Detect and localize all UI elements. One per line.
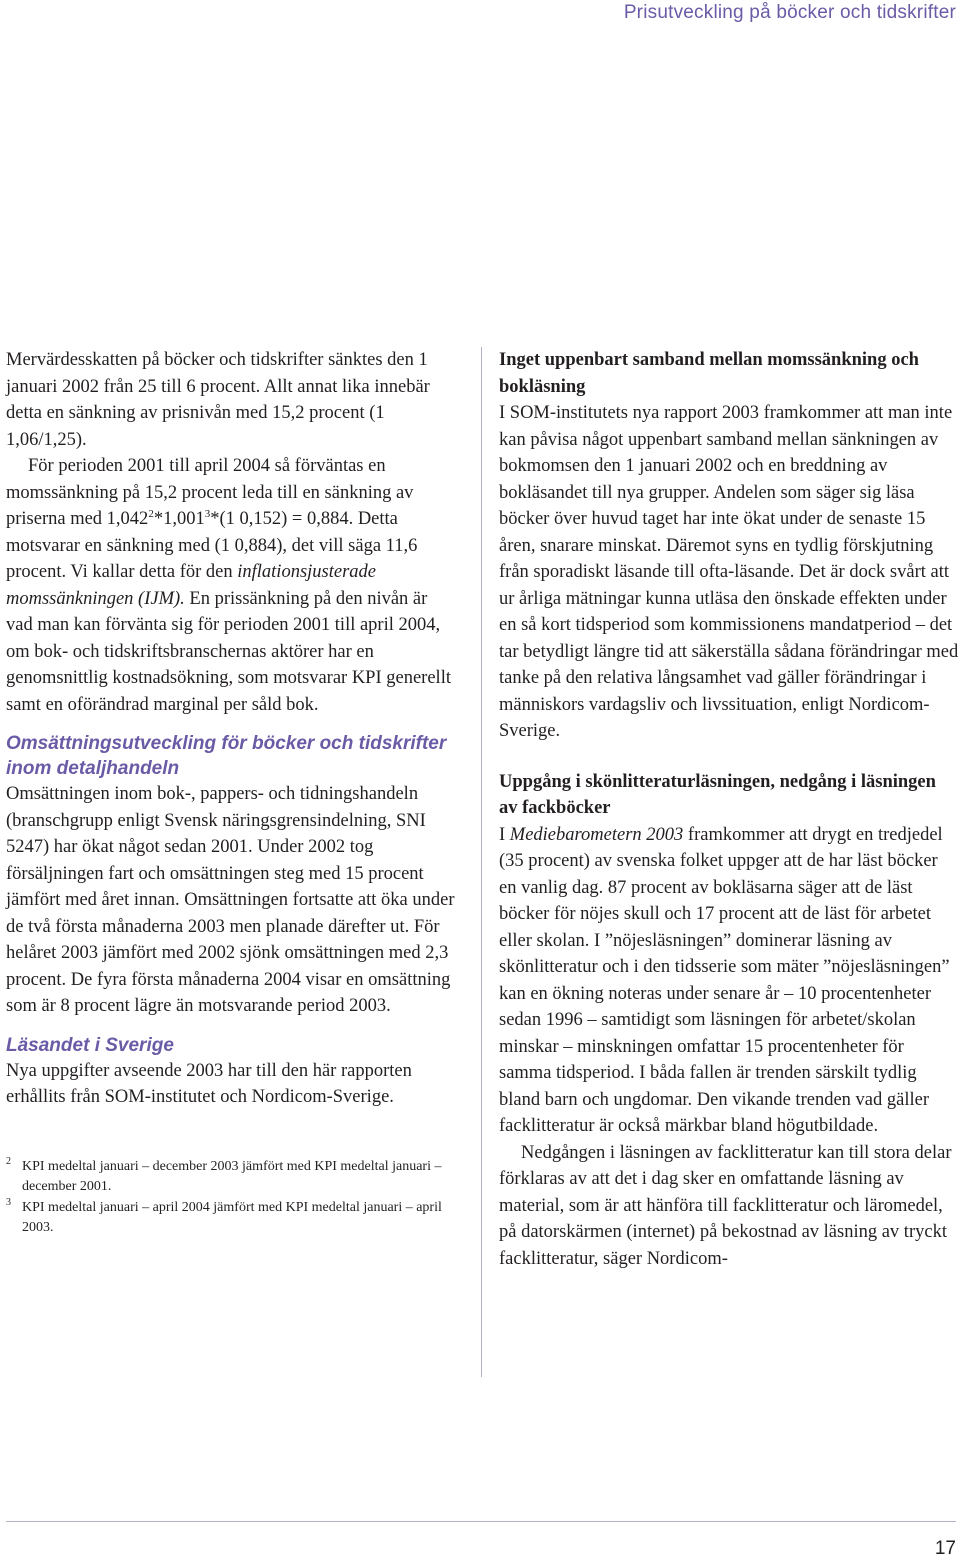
- paragraph-facklitteratur: Nedgången i läsningen av facklitteratur kan till stora delar förklaras av att det i dag sker en omfattande läsning av material, som är att hänföra till facklitteratur och läromedel, på datorskärmen (internet) på bekostnad av läsning av tryckt facklitteratur, säger Nordicom-: [499, 1142, 952, 1269]
- paragraph-omsattning: Omsättningen inom bok-, pappers- och tidningshandeln (branschgrupp enligt Svensk näringsgrensindelning, SNI 5247) har ökat något sedan 2001. Under 2002 tog försäljningen fart och omsättningen steg med 15 procent jämfört med året innan. Omsättningen fortsatte att öka under de två första månaderna 2003 men planade därefter ut. För helåret 2003 jämfört med 2002 sjönk omsättningen med 2,3 procent. De fyra första månaderna 2004 visar en omsättning som är 8 procent lägre än motsvarande period 2003.: [6, 784, 455, 1016]
- footer-rule: [6, 1521, 956, 1522]
- heading-omsattning: Omsättningsutveckling för böcker och tidskrifter inom detaljhandeln: [6, 733, 447, 779]
- paragraph-moms-intro: Mervärdesskatten på böcker och tidskrifter sänktes den 1 januari 2002 från 25 till 6 procent. Allt annat lika innebär detta en sänkning av prisnivån med 15,2 procent (1 1,06/1,25).: [6, 350, 430, 450]
- footnote-3: 3 KPI medeltal januari – april 2004 jämfört med KPI medeltal januari – april 2003.: [6, 1196, 442, 1235]
- ijm-term: inflationsjusterade momssänkningen (IJM).: [6, 562, 376, 609]
- mediebarometern-text-a: I: [499, 824, 506, 845]
- paragraph-mediebarometern: [499, 822, 959, 1140]
- mediebarometern-title: Mediebarometern 2003: [509, 824, 684, 845]
- paragraph-lasandet: Nya uppgifter avseende 2003 har till den här rapporten erhållits från SOM-institutet och Nordicom-Sverige.: [6, 1060, 412, 1107]
- column-divider: [481, 347, 482, 1377]
- footnotes: [6, 1157, 458, 1239]
- heading-samband: Inget uppenbart samband mellan momssänkning och bokläsning: [499, 350, 919, 397]
- ijm-text-c: *(1 0,152) = 0,884. Detta motsvarar en sänkning med (1 0,884), det vill säga 11,6 procent. Vi kallar detta för den: [6, 509, 418, 582]
- right-column: [499, 347, 959, 1272]
- footnote-ref-3: 3: [204, 507, 211, 520]
- paragraph-samband: I SOM-institutets nya rapport 2003 framkommer att man inte kan påvisa något uppenbart samband mellan sänkningen av bokmomsen den 1 januari 2002 och en breddning av bokläsandet till nya grupper. Andelen som säger sig läsa böcker över huvud taget har inte ökat under de senaste 15 åren, snarare minskat. Däremot syns en tydlig förskjutning från sporadiskt läsande till ofta-läsande. Det är dock svårt att ur årliga mätningar kunna utläsa den önskade effekten under en så kort tidsperiod som kommissionens mandatperiod – det tar betydligt längre tid att säkerställa sådana förändringar med tanke på den relativa långsamhet vad gäller förändringar i människors vardagsliv och livssituation, enligt Nordicom-Sverige.: [499, 403, 959, 741]
- ijm-text-a: För perioden 2001 till april 2004 så förväntas en momssänkning på 15,2 procent leda till en sänkning av priserna med 1,042: [6, 456, 414, 529]
- footnote-ref-2: 2: [148, 507, 154, 520]
- heading-lasandet: Läsandet i Sverige: [6, 1034, 174, 1056]
- running-head: Prisutveckling på böcker och tidskrifter: [623, 2, 956, 23]
- mediebarometern-text-b: framkommer att drygt en tredjedel (35 procent) av svenska folket uppger att de har läst böcker en vanlig dag. 87 procent av bokläsarna säger att de läst böcker för nöjes skull och 17 procent att de läst för arbetet eller skolan. I ”nöjesläsningen” dominerar läsning av skönlitteratur och i den tidsserie som mäter ”nöjesläsningen” kan en ökning noteras under senare år – 10 procentenheter sedan 1996 – samtidigt som läsningen för arbetet/skolan minskar – minskningen omfattar 15 procentenheter för samma tidsperiod. I båda fallen är trenden särskilt tydlig bland barn och ungdomar. Den vikande trenden vad gäller facklitteratur är också märkbar bland högutbildade.: [499, 824, 950, 1136]
- left-column: [6, 347, 458, 1239]
- footnote-3-text: KPI medeltal januari – april 2004 jämfört med KPI medeltal januari – april 2003.: [22, 1199, 442, 1235]
- page-number: 17: [934, 1538, 956, 1559]
- footnote-2-text: KPI medeltal januari – december 2003 jämfört med KPI medeltal januari – december 2001.: [22, 1158, 442, 1194]
- heading-uppgang: Uppgång i skönlitteraturläsningen, nedgång i läsningen av fackböcker: [499, 771, 936, 818]
- footnote-2: 2 KPI medeltal januari – december 2003 jämfört med KPI medeltal januari – december 2001.: [6, 1155, 442, 1194]
- ijm-text-d: En prissänkning på den nivån är vad man kan förvänta sig för perioden 2001 till april 2004, om bok- och tidskriftsbranschernas aktörer har en genomsnittlig kostnadsökning, som motsvarar KPI generellt samt en oförändrad marginal per såld bok.: [6, 588, 451, 715]
- paragraph-ijm: [6, 453, 458, 718]
- ijm-text-b: *1,001: [153, 509, 205, 529]
